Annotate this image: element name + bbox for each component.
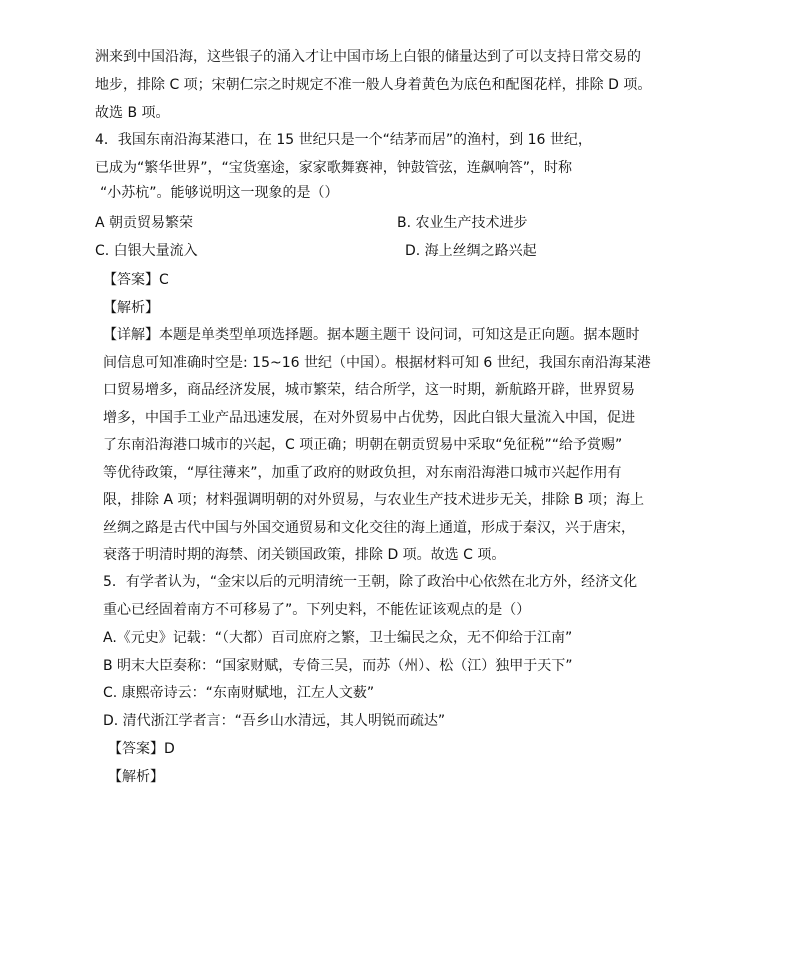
q5-stem-line: 5．有学者认为，“金宋以后的元明清统一王朝，除了政治中心依然在北方外，经济文化 <box>103 574 638 590</box>
q5-option-c: C. 康熙帝诗云：“东南财赋地，江左人文薮” <box>103 685 375 701</box>
q4-stem-line: “小苏杭”。能够说明这一现象的是（） <box>100 185 339 201</box>
prev-answer-line: 地步，排除 C 项；宋朝仁宗之时规定不准一般人身着黄色为底色和配图花样，排除 D 项。 <box>95 77 652 93</box>
q4-detail-line: 间信息可知准确时空是: 15~16 世纪（中国）。根据材料可知 6 世纪，我国东南沿海某港 <box>103 355 651 371</box>
q5-option-b: B 明末大臣奏称：“国家财赋，专倚三吴，而苏（州）、松（江）独甲于天下” <box>103 658 573 674</box>
prev-answer-line: 故选 B 项。 <box>95 105 170 121</box>
q5-analysis-label: 【解析】 <box>108 769 164 785</box>
q5-option-a: A.《元史》记载：“（大都）百司庶府之繁，卫士编民之众，无不仰给于江南” <box>103 630 573 646</box>
q4-stem-line: 已成为“繁华世界”，“宝货塞途，家家歌舞赛神，钟鼓管弦，连飙响答”，时称 <box>95 160 573 176</box>
q4-detail-line: 限，排除 A 项；材料强调明朝的对外贸易，与农业生产技术进步无关，排除 B 项；海上 <box>103 492 644 508</box>
q4-detail-line: 增多，中国手工业产品迅速发展，在对外贸易中占优势，因此白银大量流入中国，促进 <box>103 410 635 426</box>
q4-analysis-label: 【解析】 <box>103 300 159 316</box>
q5-stem-line: 重心已经固着南方不可移易了”。下列史料，不能佐证该观点的是（） <box>103 602 531 618</box>
q4-detail-line: 【详解】本题是单类型单项选择题。据本题主题干 设问词，可知这是正向题。据本题时 <box>103 327 640 343</box>
q4-answer: 【答案】C <box>103 272 169 288</box>
q4-detail-line: 了东南沿海港口城市的兴起，C 项正确；明朝在朝贡贸易中采取“免征税”“给予赏赐” <box>103 437 623 453</box>
q4-option-c: C. 白银大量流入 <box>95 243 198 259</box>
q5-option-d: D. 清代浙江学者言：“吾乡山水清远，其人明锐而疏达” <box>103 713 446 729</box>
prev-answer-line: 洲来到中国沿海，这些银子的涌入才让中国市场上白银的储量达到了可以支持日常交易的 <box>95 49 641 65</box>
q4-option-a: A 朝贡贸易繁荣 <box>95 215 194 231</box>
q4-stem-line: 4．我国东南沿海某港口，在 15 世纪只是一个“结茅而居”的渔村，到 16 世纪， <box>95 132 592 148</box>
q4-option-d: D. 海上丝绸之路兴起 <box>405 243 537 259</box>
q5-answer: 【答案】D <box>108 741 175 757</box>
q4-option-b: B. 农业生产技术进步 <box>397 215 528 231</box>
q4-detail-line: 丝绸之路是古代中国与外国交通贸易和文化交往的海上通道，形成于秦汉，兴于唐宋， <box>103 520 635 536</box>
q4-detail-line: 衰落于明清时期的海禁、闭关锁国政策，排除 D 项。故选 C 项。 <box>103 547 506 563</box>
q4-detail-line: 口贸易增多，商品经济发展，城市繁荣，结合所学，这一时期，新航路开辟，世界贸易 <box>103 382 635 398</box>
q4-detail-line: 等优待政策，“厚往薄来”，加重了政府的财政负担，对东南沿海港口城市兴起作用有 <box>103 465 622 481</box>
